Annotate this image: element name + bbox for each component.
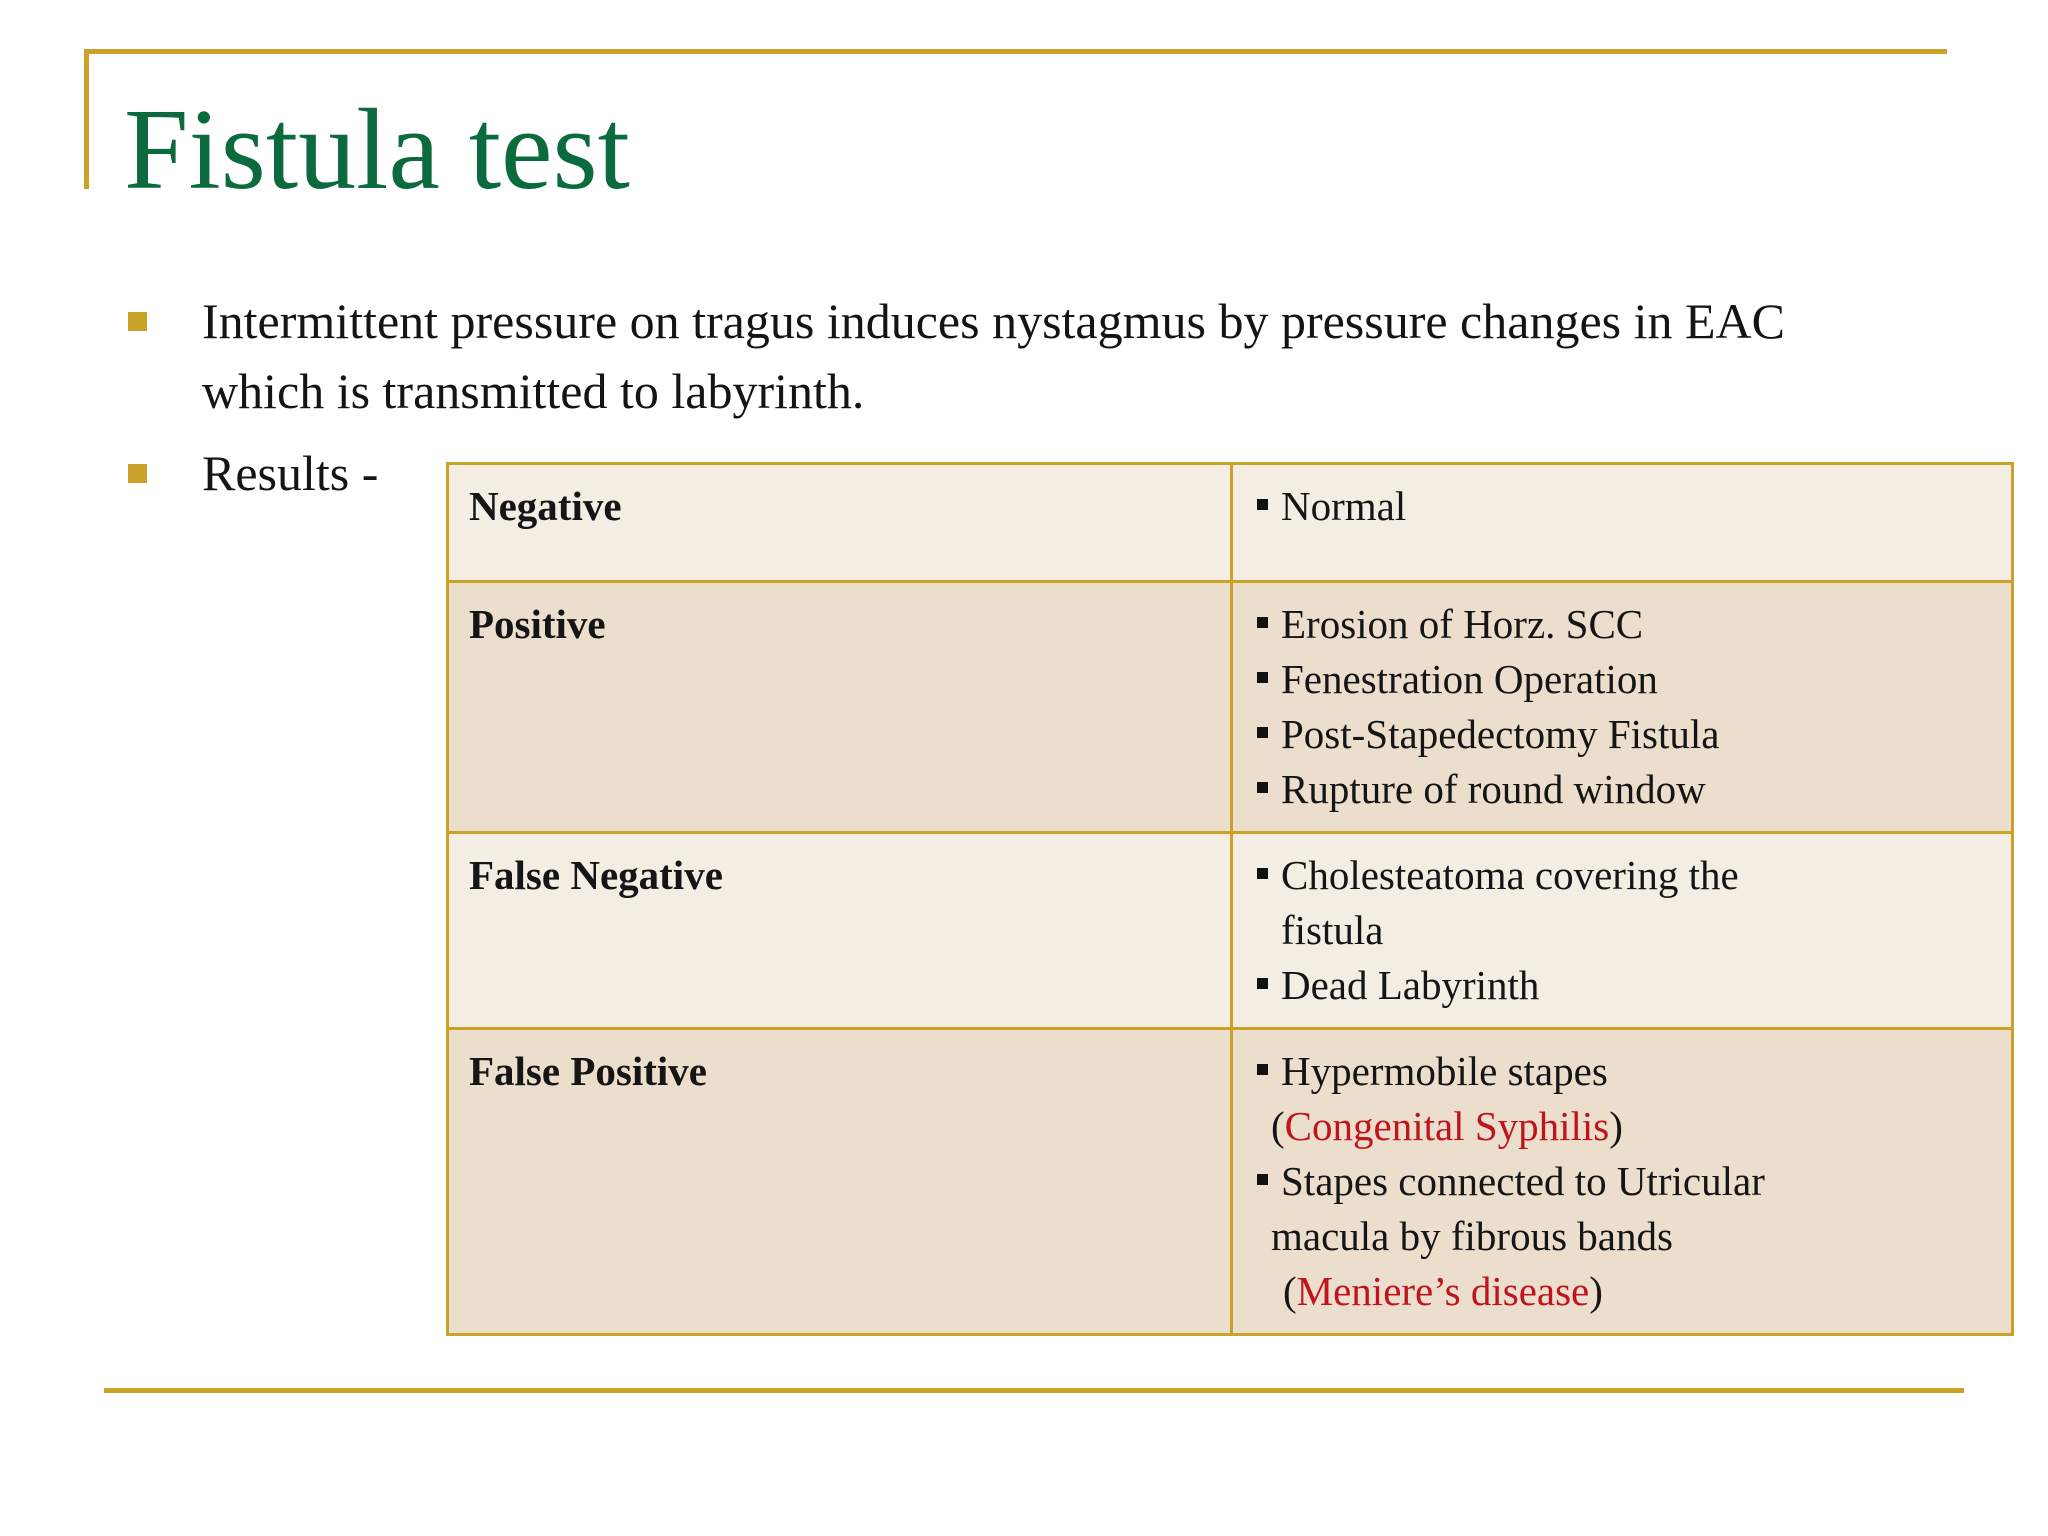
square-bullet-icon: [1257, 1174, 1268, 1185]
list-item: Dead Labyrinth: [1253, 958, 1991, 1013]
list-item: Normal: [1253, 479, 1991, 534]
row-label-positive: Positive: [448, 582, 1232, 833]
list-item-continuation: macula by fibrous bands: [1271, 1213, 1673, 1259]
square-bullet-icon: [1257, 727, 1268, 738]
bottom-rule: [104, 1388, 1964, 1393]
list-item: Hypermobile stapes: [1253, 1044, 1991, 1099]
table-row-negative: [448, 464, 2013, 582]
row-details-positive: [1232, 582, 2013, 833]
slide-title: Fistula test: [124, 86, 630, 214]
row-label-negative: Negative: [448, 464, 1232, 582]
square-bullet-icon: [1257, 782, 1268, 793]
row-details-negative: [1232, 464, 2013, 582]
top-rule: [85, 49, 1947, 54]
highlight-text: Congenital Syphilis: [1284, 1103, 1610, 1149]
bullet-text-pressure: Intermittent pressure on tragus induces nystagmus by pressure changes in EAC which is transmitted to labyrinth.: [202, 293, 1785, 419]
square-bullet-icon: [128, 312, 147, 331]
square-bullet-icon: [1257, 617, 1268, 628]
square-bullet-icon: [1257, 1064, 1268, 1075]
table-row-false-negative: [448, 833, 2013, 1029]
row-label-false-negative: False Negative: [448, 833, 1232, 1029]
square-bullet-icon: [1257, 672, 1268, 683]
row-label-false-positive: False Positive: [448, 1029, 1232, 1335]
list-item: Post-Stapedectomy Fistula: [1253, 707, 1991, 762]
row-details-false-negative: [1232, 833, 2013, 1029]
list-item: Fenestration Operation: [1253, 652, 1991, 707]
row-details-false-positive: [1232, 1029, 2013, 1335]
square-bullet-icon: [1257, 868, 1268, 879]
highlight-text: Meniere’s disease: [1296, 1268, 1590, 1314]
list-item: Rupture of round window: [1253, 762, 1991, 817]
bullet-text-results: Results -: [202, 445, 379, 501]
square-bullet-icon: [128, 464, 147, 483]
results-table: [446, 462, 2014, 1336]
left-rule: [84, 49, 89, 189]
list-item: Stapes connected to Utricular: [1253, 1154, 1991, 1209]
list-item: Erosion of Horz. SCC: [1253, 597, 1991, 652]
square-bullet-icon: [1257, 499, 1268, 510]
square-bullet-icon: [1257, 978, 1268, 989]
list-item: Cholesteatoma covering the: [1253, 848, 1991, 903]
list-item-continuation: (Congenital Syphilis): [1271, 1103, 1623, 1149]
table-row-false-positive: [448, 1029, 2013, 1335]
table-row-positive: [448, 582, 2013, 833]
list-item-continuation: fistula: [1281, 907, 1384, 953]
list-item-continuation: (Meniere’s disease): [1283, 1268, 1603, 1314]
